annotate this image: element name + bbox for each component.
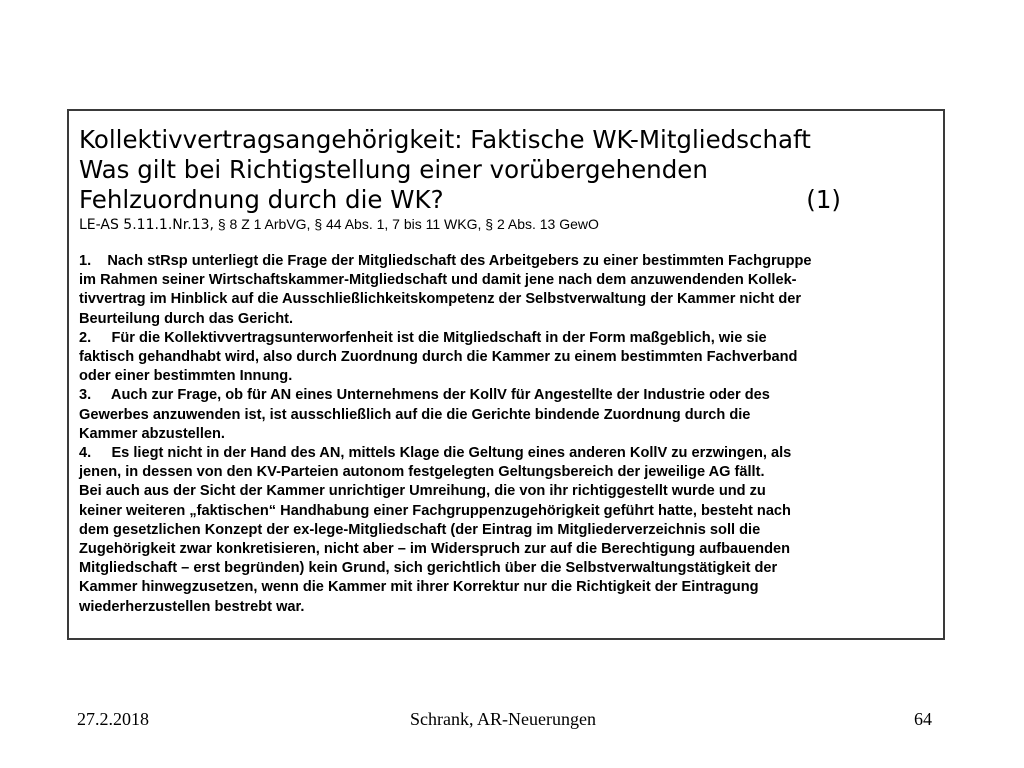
title-line-3 [79, 185, 841, 215]
body-line: keiner weiteren „faktischen“ Handhabung einer Fachgruppenzugehörigkeit geführt hatte, besteht nach [79, 502, 791, 519]
body-line: Zugehörigkeit zwar konkretisieren, nicht aber – im Widerspruch zur auf die Berechtigung aufbauenden [79, 541, 791, 558]
body-line: Beurteilung durch das Gericht. [79, 310, 294, 327]
title-line-3-text: Fehlzuordnung durch die WK? [79, 185, 444, 214]
body-line: Kammer abzustellen. [79, 425, 225, 442]
body-line: 4. Es liegt nicht in der Hand des AN, mittels Klage die Geltung eines anderen KollV zu erzwingen, als [79, 445, 792, 462]
body-line: oder einer bestimmten Innung. [79, 368, 293, 385]
body-line: 2. Für die Kollektivvertragsunterworfenheit ist die Mitgliedschaft in der Form maßgeblich, wie sie [79, 329, 767, 346]
body-text [79, 252, 933, 617]
body-line: Kammer hinwegzusetzen, wenn die Kammer mit ihrer Korrektur nur die Richtigkeit der Eintragung [79, 579, 759, 596]
body-line: 1. Nach stRsp unterliegt die Frage der Mitgliedschaft des Arbeitgebers zu einer bestimmten Fachgruppe [79, 253, 812, 269]
refs-prefix: LE-AS 5.11.1.Nr.13, [79, 217, 214, 233]
body-line: Bei auch aus der Sicht der Kammer unrichtiger Umreihung, die von ihr richtiggestellt wurde und zu [79, 483, 766, 500]
body-line: jenen, in dessen von den KV-Parteien autonom festgelegten Geltungsbereich der jeweilige AG fällt. [79, 464, 765, 481]
slide-title [79, 125, 933, 215]
body-line: wiederherzustellen bestrebt war. [79, 598, 305, 615]
footer-page-number: 64 [914, 709, 932, 729]
body-line: Mitgliedschaft – erst begründen) kein Grund, sich gerichtlich über die Selbstverwaltungstätigkeit der [79, 560, 778, 577]
refs-rest: § 8 Z 1 ArbVG, § 44 Abs. 1, 7 bis 11 WKG, § 2 Abs. 13 GewO [213, 216, 599, 232]
footer-author: Schrank, AR-Neuerungen [410, 709, 596, 729]
body-line: dem gesetzlichen Konzept der ex-lege-Mitgliedschaft (der Eintrag im Mitgliederverzeichnis soll die [79, 521, 761, 538]
title-number: (1) [806, 185, 841, 214]
legal-references [79, 215, 933, 234]
body-line: tivvertrag im Hinblick auf die Ausschließlichkeitskompetenz der Selbstverwaltung der Kammer nicht der [79, 291, 802, 308]
body-line: faktisch gehandhabt wird, also durch Zuordnung durch die Kammer zu einem bestimmten Fachverband [79, 349, 798, 366]
content-box [67, 109, 945, 640]
title-line-1: Kollektivvertragsangehörigkeit: Faktische WK-Mitgliedschaft [79, 125, 811, 154]
body-line: 3. Auch zur Frage, ob für AN eines Unternehmens der KollV für Angestellte der Industrie oder des [79, 387, 770, 404]
title-line-2: Was gilt bei Richtigstellung einer vorübergehenden [79, 155, 708, 184]
footer-date: 27.2.2018 [77, 709, 149, 729]
body-line: Gewerbes anzuwenden ist, ist ausschließlich auf die die Gerichte bindende Zuordnung durch die [79, 406, 751, 423]
body-line: im Rahmen seiner Wirtschaftskammer-Mitgliedschaft und damit jene nach dem anzuwendenden Kollek- [79, 272, 797, 289]
